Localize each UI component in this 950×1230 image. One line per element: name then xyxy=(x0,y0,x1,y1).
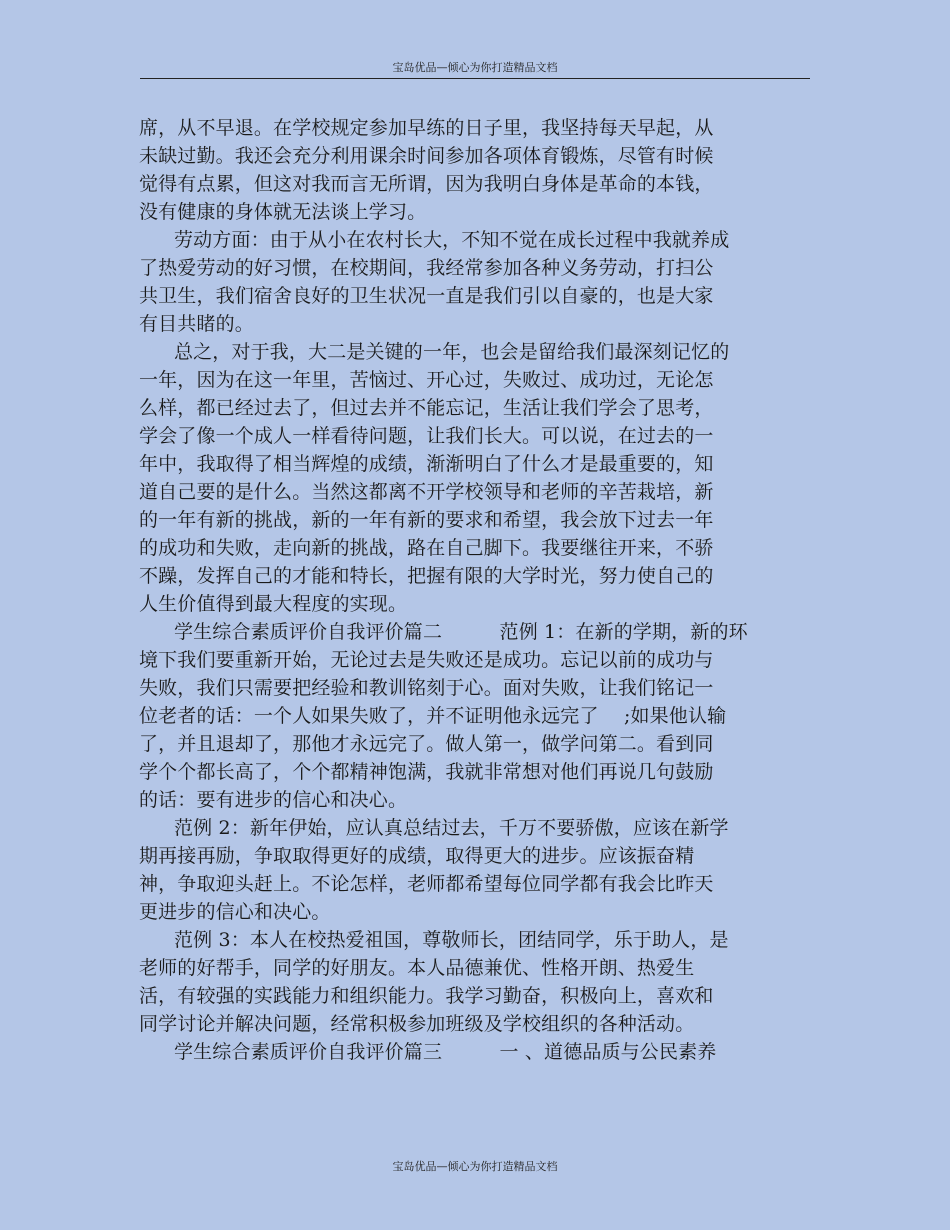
text-line: 神，争取迎头赶上。不论怎样，老师都希望每位同学都有我会比昨天 xyxy=(139,873,714,895)
text-line: 老师的好帮手，同学的好朋友。本人品德兼优、性格开朗、热爱生 xyxy=(139,957,695,979)
text-line: 劳动方面：由于从小在农村长大，不知不觉在成长过程中我就养成 xyxy=(174,229,730,251)
text-line: 失败，我们只需要把经验和教训铭刻于心。面对失败，让我们铭记一 xyxy=(139,677,714,699)
text-line: 的成功和失败，走向新的挑战，路在自己脚下。我要继往开来，不骄 xyxy=(139,537,714,559)
page-header: 宝岛优品—倾心为你打造精品文档 xyxy=(392,61,558,74)
text-line: 了热爱劳动的好习惯，在校期间，我经常参加各种义务劳动，打扫公 xyxy=(139,257,714,279)
text-line: 年中，我取得了相当辉煌的成绩，渐渐明白了什么才是最重要的，知 xyxy=(139,453,714,475)
text-line: 活，有较强的实践能力和组织能力。我学习勤奋，积极向上，喜欢和 xyxy=(139,985,714,1007)
text-line: 没有健康的身体就无法谈上学习。 xyxy=(139,201,427,223)
text-line: 一年，因为在这一年里，苦恼过、开心过，失败过、成功过，无论怎 xyxy=(139,369,714,391)
text-line: 总之，对于我，大二是关键的一年，也会是留给我们最深刻记忆的 xyxy=(174,341,730,363)
text-line: 学生综合素质评价自我评价篇二 范例 1：在新的学期，新的环 xyxy=(174,621,748,643)
text-line: 道自己要的是什么。当然这都离不开学校领导和老师的辛苦栽培，新 xyxy=(139,481,714,503)
text-line: 的一年有新的挑战，新的一年有新的要求和希望，我会放下过去一年 xyxy=(139,509,714,531)
text-line: 境下我们要重新开始，无论过去是失败还是成功。忘记以前的成功与 xyxy=(139,649,714,671)
text-line: 么样，都已经过去了，但过去并不能忘记，生活让我们学会了思考， xyxy=(139,397,714,419)
text-line: 的话：要有进步的信心和决心。 xyxy=(139,789,408,811)
document-body xyxy=(139,114,799,1066)
text-line: 未缺过勤。我还会充分利用课余时间参加各项体育锻炼，尽管有时候 xyxy=(139,145,714,167)
text-line: 位老者的话：一个人如果失败了，并不证明他永远完了 ;如果他认输 xyxy=(139,705,727,727)
text-line: 期再接再励，争取取得更好的成绩，取得更大的进步。应该振奋精 xyxy=(139,845,695,867)
text-line: 更进步的信心和决心。 xyxy=(139,901,331,923)
text-line: 席，从不早退。在学校规定参加早练的日子里，我坚持每天早起，从 xyxy=(139,117,714,139)
text-line: 学会了像一个成人一样看待问题，让我们长大。可以说，在过去的一 xyxy=(139,425,714,447)
text-line: 学生综合素质评价自我评价篇三 一 、道德品质与公民素养 xyxy=(174,1041,717,1063)
text-line: 有目共睹的。 xyxy=(139,313,254,335)
text-line: 同学讨论并解决问题，经常积极参加班级及学校组织的各种活动。 xyxy=(139,1013,695,1035)
text-line: 共卫生，我们宿舍良好的卫生状况一直是我们引以自豪的，也是大家 xyxy=(139,285,714,307)
text-line: 人生价值得到最大程度的实现。 xyxy=(139,593,408,615)
text-line: 学个个都长高了，个个都精神饱满，我就非常想对他们再说几句鼓励 xyxy=(139,761,714,783)
header-rule xyxy=(140,78,810,79)
text-line: 范例 3：本人在校热爱祖国，尊敬师长，团结同学，乐于助人，是 xyxy=(174,929,729,951)
text-line: 范例 2：新年伊始，应认真总结过去，千万不要骄傲，应该在新学 xyxy=(174,817,729,839)
text-line: 不躁，发挥自己的才能和特长，把握有限的大学时光，努力使自己的 xyxy=(139,565,714,587)
page-footer: 宝岛优品—倾心为你打造精品文档 xyxy=(392,1160,558,1173)
text-line: 了，并且退却了，那他才永远完了。做人第一，做学问第二。看到同 xyxy=(139,733,714,755)
text-line: 觉得有点累，但这对我而言无所谓，因为我明白身体是革命的本钱， xyxy=(139,173,714,195)
